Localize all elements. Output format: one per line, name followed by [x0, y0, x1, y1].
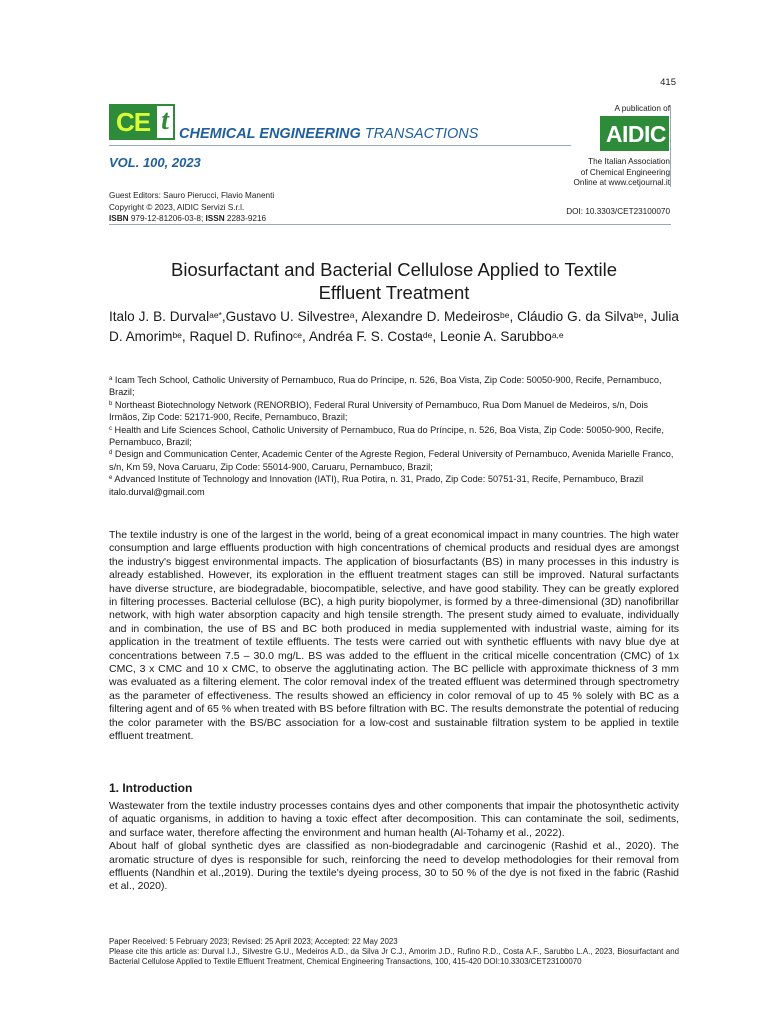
affiliation-text: Design and Communication Center, Academic Center of the Agreste Region, Federal University of Pernambuco, Avenida Marielle Franco, s/n, Km 59, Nova Caruaru, Zip Code: 55014-900, Caruaru, Pernambuco, Brazil; [109, 449, 674, 472]
cet-logo-letters: CE [109, 104, 157, 140]
affiliation-key: e [109, 475, 113, 482]
journal-title [179, 126, 478, 142]
association-line-1: The Italian Association [588, 157, 670, 166]
guest-editors: Guest Editors: Sauro Pierucci, Flavio Manenti [109, 191, 275, 200]
author-name: Leonie A. Sarubbo [439, 329, 552, 344]
author-affiliation-mark: a,e [551, 330, 564, 340]
affiliation-item [109, 424, 679, 449]
affiliation-text: Icam Tech School, Catholic University of Pernambuco, Rua do Príncipe, n. 526, Boa Vista, Zip Code: 50050-900, Recife, Pernambuco, Brazil; [109, 375, 662, 398]
affiliation-key: b [109, 400, 113, 407]
journal-divider [109, 145, 571, 146]
journal-title-bold: CHEMICAL ENGINEERING [179, 126, 361, 142]
author-separator: , [432, 329, 440, 344]
paper-title-line-1: Biosurfactant and Bacterial Cellulose Applied to Textile [171, 259, 617, 280]
doi: DOI: 10.3303/CET23100070 [566, 207, 670, 216]
author-name: Raquel D. Rufino [189, 329, 294, 344]
affiliation-text: Northeast Biotechnology Network (RENORBIO), Federal Rural University of Pernambuco, Rua Dom Manuel de Medeiros, s/n, Dois Irmãos, Zip Code: 52171-900, Recife, Pernambuco, Brazil; [109, 399, 648, 423]
author-name: Italo J. B. Durval [109, 309, 210, 324]
author-separator: , [354, 309, 362, 324]
author-name: Andréa F. S. Costa [308, 329, 423, 344]
volume: VOL. 100, 2023 [109, 155, 201, 170]
paper-title [109, 258, 679, 304]
author-name: Cláudio G. da Silva [517, 309, 634, 324]
affiliation-key: c [109, 425, 112, 432]
affiliation-key: d [109, 450, 113, 457]
author-affiliation-mark: ae* [209, 310, 222, 320]
association-line-2: of Chemical Engineering [580, 167, 670, 177]
isbn-label: ISBN [109, 214, 129, 223]
affiliation-item [109, 448, 679, 473]
author-affiliation-mark: be [499, 310, 510, 320]
author-separator: , [181, 329, 190, 344]
cet-logo-t: t [155, 104, 175, 140]
intro-paragraph: Wastewater from the textile industry processes contains dyes and other components that impair the photosynthetic activity of aquatic organisms, in addition to having a toxic effect after decomposition. This can contaminate the soil, sediments, and surface water, therefore affecting the environment and human health (Al-Tohamy et al., 2022). [109, 800, 679, 839]
association-info [574, 157, 670, 189]
header-vertical-divider [670, 105, 671, 187]
affiliation-text: Health and Life Sciences School, Catholic University of Pernambuco, Rua do Príncipe, n. 526, Boa Vista, Zip Code: 50050-900, Recife, Pernambuco, Brazil; [109, 424, 664, 448]
aidic-logo [600, 116, 669, 151]
editors-block [109, 190, 274, 225]
author-name: Alexandre D. Medeiros [361, 309, 500, 324]
cet-logo [109, 104, 175, 140]
author-separator: , [221, 309, 226, 324]
author-separator: , [509, 309, 518, 324]
citation: Please cite this article as: Durval I.J., Silvestre G.U., Medeiros A.D., da Silva Jr C.J., Amorim J.D., Rufino R.D., Costa A.F., Sarubbo L.A., 2023, Biosurfactant and Bacterial Cellulose Applied to Textile Effluent Treatment, Chemical Engineering Transactions, 100, 415-420 DOI:10.3303/CET23100070 [109, 947, 679, 966]
affiliation-item [109, 374, 679, 399]
paper-received: Paper Received: 5 February 2023; Revised: 25 April 2023; Accepted: 22 May 2023 [109, 937, 398, 946]
issn-value: 2283-9216 [224, 214, 267, 223]
author-affiliation-mark: be [172, 330, 182, 340]
journal-title-light: TRANSACTIONS [364, 126, 479, 142]
isbn-issn [109, 213, 274, 225]
introduction-body [109, 800, 679, 894]
publication-of: A publication of [614, 104, 670, 113]
author-affiliation-mark: be [633, 310, 644, 320]
author-affiliation-mark: ce [293, 330, 302, 340]
issn-label: ISSN [205, 214, 225, 223]
author-list [109, 307, 679, 347]
abstract: The textile industry is one of the largest in the world, being of a great economical impact in many countries. The high water consumption and large effluents production with high concentrations of chemical products and residual dyes are amongst the industry's biggest environmental impacts. The application of biosurfactants (BS) in many processes in this industry is already established. However, its exploration in the effluent treatment stages can still be improved. Natural surfactants have diverse structure, are biodegradable, biocompatible, selective, and have good stability. They can be greatly explored in filtering processes. Bacterial cellulose (BC), a high purity biopolymer, is formed by a three-dimensional (3D) nanofibrillar network, with high water absorption capacity and high tensile strength. The present study aimed to evaluate, individually and in combination, the use of BS and BC both produced in media supplemented with industrial waste, aiming for its application in the treatment of textile effluents. The tests were carried out with synthetic effluents with navy blue dye at concentrations between 7.5 – 30.0 mg/L. BS was added to the effluent in the critical micelle concentration (CMC) of 1x CMC, 3 x CMC and 10 x CMC, to observe the agglutinating action. The BC pellicle with approximate thickness of 3 mm was evaluated as a filtering element. The color removal index of the treated effluent was determined through spectrometry as the parameter of effectiveness. The results showed an efficiency in color removal of up to 45 % solely with BC as a filtering agent and of 65 % when treated with BS before filtration with BC. The results demonstrate the potential of reducing the color parameter with the BS/BC association for a low-cost and sustainable filtration system to be applied in textile effluent treatment. [109, 529, 679, 743]
author-name: Julia D. Amorim [109, 309, 679, 344]
author-separator: , [643, 309, 652, 324]
association-line-3: Online at www.cetjournal.it [573, 178, 670, 187]
affiliation-key: a [109, 376, 113, 382]
paper-title-line-2: Effluent Treatment [318, 282, 470, 303]
aidic-logo-text: AIDIC [600, 116, 669, 151]
affiliation-item [109, 399, 679, 424]
author-affiliation-mark: a [349, 310, 355, 320]
author-affiliation-mark: de [422, 330, 433, 340]
footer [109, 937, 679, 967]
copyright: Copyright © 2023, AIDIC Servizi S.r.l. [109, 202, 245, 212]
affiliation-item [109, 473, 679, 485]
affiliation-text: Advanced Institute of Technology and Innovation (IATI), Rua Potira, n. 31, Prado, Zip Code: 50751-31, Recife, Pernambuco, Brazil [112, 474, 644, 485]
author-name: Gustavo U. Silvestre [225, 309, 350, 324]
section-heading-introduction: 1. Introduction [109, 781, 193, 795]
affiliations [109, 374, 679, 498]
intro-paragraph: About half of global synthetic dyes are classified as non-biodegradable and carcinogenic (Rashid et al., 2020). The aromatic structure of dyes is responsible for such, reinforcing the need to develop methodologies for their removal from effluents (Nandhin et al.,2019). During the textile's dyeing process, 30 to 50 % of the dye is not fixed in the fabric (Rashid et al., 2020). [109, 840, 679, 893]
header-divider [109, 224, 671, 225]
corresponding-email[interactable]: italo.durval@gmail.com [109, 486, 205, 497]
author-separator: , [302, 329, 309, 344]
page-number: 415 [660, 77, 676, 88]
isbn-value: 979-12-81206-03-8; [128, 214, 206, 223]
